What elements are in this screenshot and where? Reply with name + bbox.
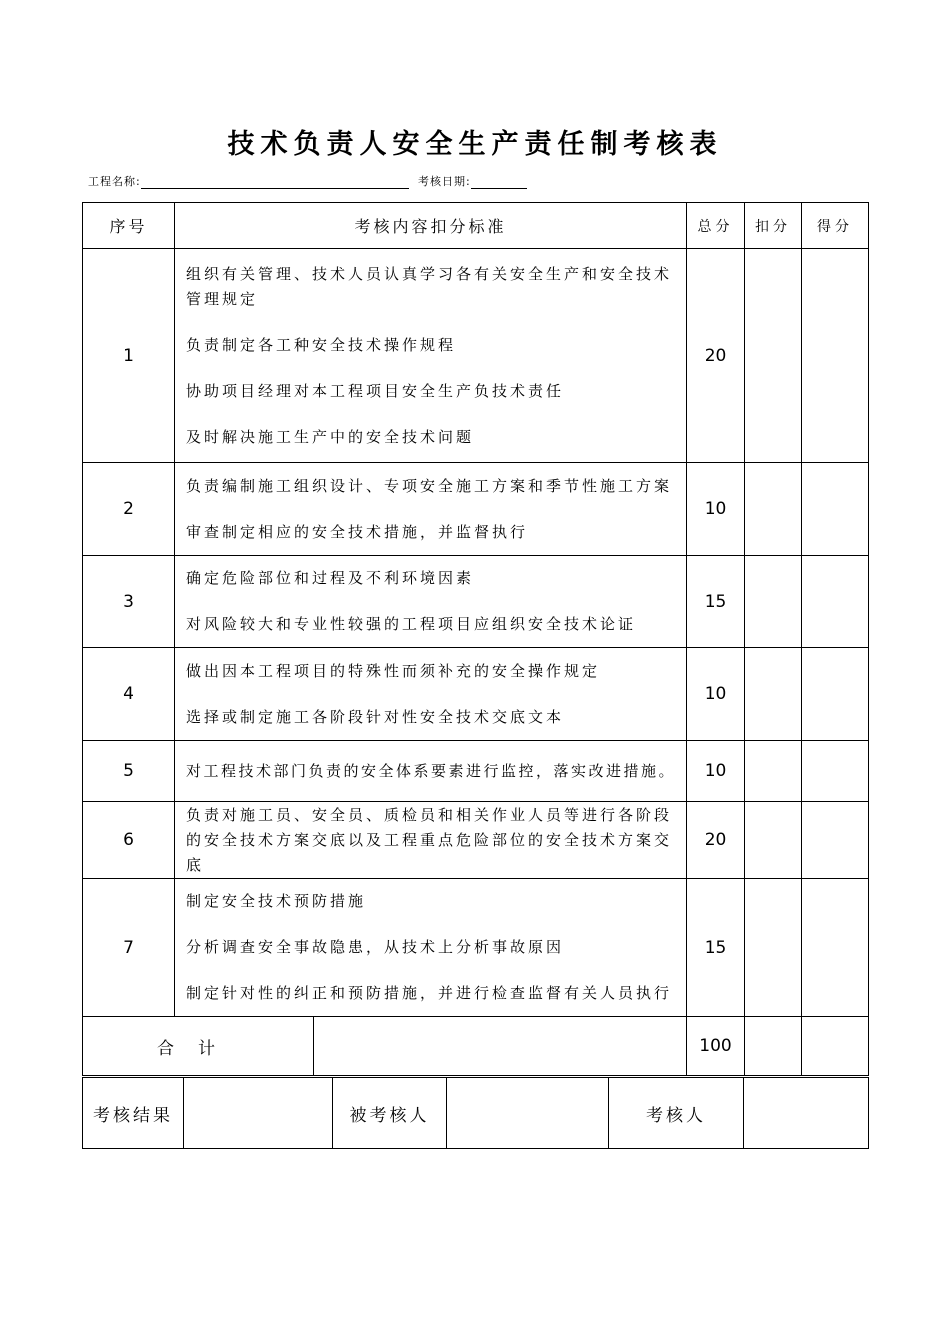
assessor-value-cell[interactable] — [744, 1078, 869, 1149]
header-content: 考核内容扣分标准 — [175, 203, 687, 249]
row-score-cell[interactable] — [802, 249, 869, 463]
content-item: 负责制定各工种安全技术操作规程 — [186, 335, 457, 354]
row-content — [175, 879, 687, 1017]
page-title: 技术负责人安全生产责任制考核表 — [227, 129, 723, 160]
row-total: 10 — [687, 463, 745, 556]
assessment-date-line[interactable] — [471, 176, 527, 189]
row-deduct-cell[interactable] — [745, 556, 802, 648]
content-item: 制定针对性的纠正和预防措施，并进行检查监督有关人员执行 — [186, 984, 673, 1002]
table-row — [83, 802, 869, 879]
row-content — [175, 802, 687, 879]
row-no: 3 — [83, 556, 175, 648]
row-no: 7 — [83, 879, 175, 1017]
header-row — [83, 203, 869, 249]
table-row — [83, 648, 869, 741]
content-item: 选择或制定施工各阶段针对性安全技术交底文本 — [186, 707, 565, 726]
header-score: 得分 — [802, 203, 869, 249]
row-deduct-cell[interactable] — [745, 463, 802, 556]
assessor-label: 考核人 — [609, 1078, 744, 1149]
content-item: 及时解决施工生产中的安全技术问题 — [186, 427, 475, 446]
row-total: 15 — [687, 879, 745, 1017]
project-name-line[interactable] — [141, 176, 409, 189]
row-no: 4 — [83, 648, 175, 741]
row-content — [175, 463, 687, 556]
content-item: 审查制定相应的安全技术措施，并监督执行 — [186, 522, 529, 541]
assessee-label: 被考核人 — [333, 1078, 447, 1149]
row-score-cell[interactable] — [802, 802, 869, 879]
row-deduct-cell[interactable] — [745, 741, 802, 802]
row-deduct-cell[interactable] — [745, 802, 802, 879]
grand-total: 100 — [687, 1017, 745, 1076]
row-score-cell[interactable] — [802, 463, 869, 556]
total-label: 合计 — [83, 1017, 314, 1076]
assessee-value-cell[interactable] — [447, 1078, 609, 1149]
total-deduct-cell[interactable] — [745, 1017, 802, 1076]
content-item: 做出因本工程项目的特殊性而须补充的安全操作规定 — [186, 661, 601, 680]
table-row — [83, 741, 869, 802]
content-item: 制定安全技术预防措施 — [186, 892, 367, 910]
row-score-cell[interactable] — [802, 556, 869, 648]
row-no: 2 — [83, 463, 175, 556]
assessment-table — [82, 202, 869, 1076]
table-row — [83, 249, 869, 463]
total-row — [83, 1017, 869, 1076]
result-label: 考核结果 — [83, 1078, 184, 1149]
table-row — [83, 879, 869, 1017]
assessment-date-label: 考核日期: — [418, 175, 471, 188]
row-total: 10 — [687, 741, 745, 802]
row-content — [175, 249, 687, 463]
row-deduct-cell[interactable] — [745, 879, 802, 1017]
row-total: 15 — [687, 556, 745, 648]
result-value-cell[interactable] — [184, 1078, 333, 1149]
content-item: 对风险较大和专业性较强的工程项目应组织安全技术论证 — [186, 615, 637, 633]
content-item: 负责编制施工组织设计、专项安全施工方案和季节性施工方案 — [186, 476, 673, 495]
row-no: 5 — [83, 741, 175, 802]
project-name-label: 工程名称: — [88, 175, 141, 188]
content-item: 负责对施工员、安全员、质检员和相关作业人员等进行各阶段的安全技术方案交底以及工程重点危险部位的安全技术方案交底 — [186, 805, 673, 874]
row-total: 20 — [687, 249, 745, 463]
row-total: 20 — [687, 802, 745, 879]
row-deduct-cell[interactable] — [745, 648, 802, 741]
total-remarks-cell[interactable] — [314, 1017, 687, 1076]
total-score-cell[interactable] — [802, 1017, 869, 1076]
sign-off-row — [83, 1078, 869, 1149]
content-item: 分析调查安全事故隐患，从技术上分析事故原因 — [186, 938, 565, 956]
row-content — [175, 556, 687, 648]
row-no: 1 — [83, 249, 175, 463]
project-name-field — [88, 173, 409, 189]
row-score-cell[interactable] — [802, 741, 869, 802]
table-row — [83, 463, 869, 556]
row-deduct-cell[interactable] — [745, 249, 802, 463]
row-score-cell[interactable] — [802, 648, 869, 741]
row-total: 10 — [687, 648, 745, 741]
header-no: 序号 — [83, 203, 175, 249]
table-row — [83, 556, 869, 648]
row-no: 6 — [83, 802, 175, 879]
assessment-date-field — [418, 173, 527, 189]
content-item: 对工程技术部门负责的安全体系要素进行监控，落实改进措施。 — [186, 761, 677, 780]
row-content — [175, 741, 687, 802]
content-item: 确定危险部位和过程及不利环境因素 — [186, 569, 475, 587]
header-deduct: 扣分 — [745, 203, 802, 249]
content-item: 协助项目经理对本工程项目安全生产负技术责任 — [186, 381, 565, 400]
row-content — [175, 648, 687, 741]
header-total: 总分 — [687, 203, 745, 249]
sign-off-table — [82, 1077, 869, 1149]
row-score-cell[interactable] — [802, 879, 869, 1017]
content-item: 组织有关管理、技术人员认真学习各有关安全生产和安全技术管理规定 — [186, 264, 673, 308]
